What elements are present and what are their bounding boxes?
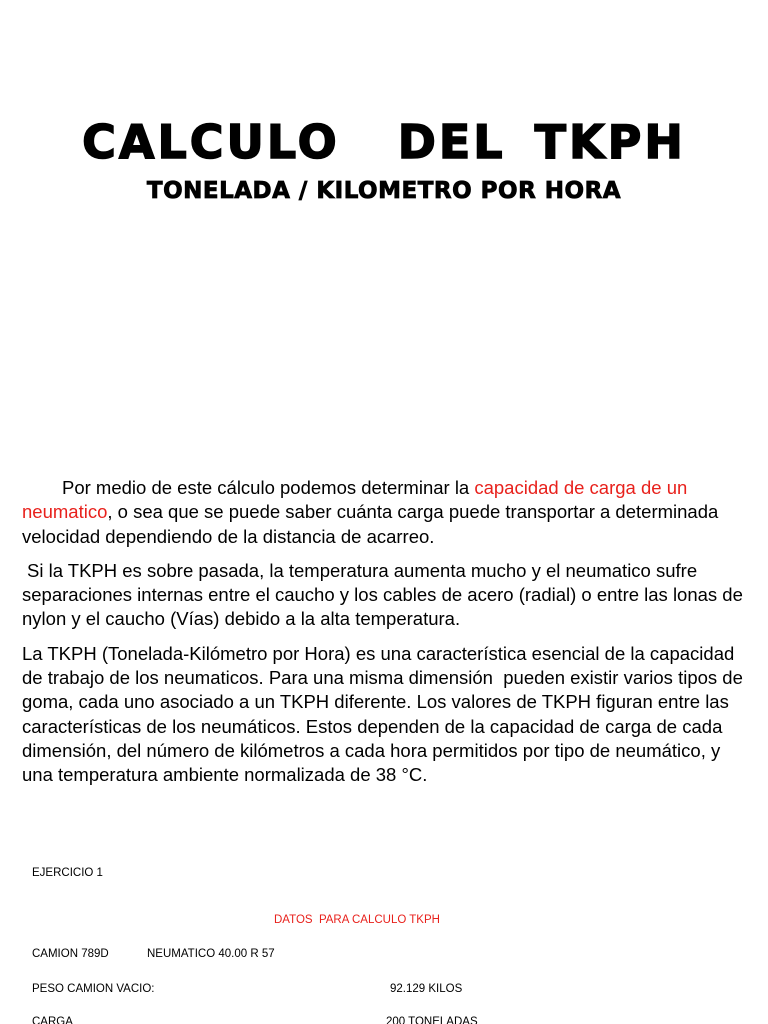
empty-weight-label: PESO CAMION VACIO: [32,983,155,995]
load-value: 200 TONELADAS [386,1016,478,1024]
paragraph-overload [22,559,746,632]
body-text [22,476,746,798]
tire-model: NEUMATICO 40.00 R 57 [147,948,275,960]
truck-model: CAMION 789D [32,948,109,960]
intro-text-after: , o sea que se puede saber cuánta carga puede transportar a determinada velocidad dependiendo de la distancia de acarreo. [22,501,719,547]
definition-text: La TKPH (Tonelada-Kilómetro por Hora) es una característica esencial de la capacidad de trabajo de los neumaticos. Para una misma dimensión pueden existir varios tipos de goma, cada uno asociado a un TKPH diferente. Los valores de TKPH figuran entre las características de los neumáticos. Estos dependen de la capacidad de carga de cada dimensión, del número de kilómetros a cada hora permitidos por tipo de neumático, y una temperatura ambiente normalizada de 38 °C. [22,642,748,786]
paragraph-definition [22,642,746,788]
load-label: CARGA [32,1016,73,1024]
intro-text-before: Por medio de este cálculo podemos determinar la [62,477,475,498]
page-subtitle: TONELADA / KILOMETRO POR HORA [146,178,622,204]
paragraph-intro [22,476,746,549]
exercise-label: EJERCICIO 1 [32,867,103,879]
empty-weight-value: 92.129 KILOS [390,983,463,995]
overload-text: Si la TKPH es sobre pasada, la temperatura aumenta mucho y el neumatico sufre separaciones internas entre el caucho y los cables de acero (radial) o entre las lonas de nylon y el caucho (Vías) debido a la alta temperatura. [22,559,743,630]
data-title: DATOS PARA CALCULO TKPH [274,914,440,926]
intro-highlight: capacidad de carga de un neumatico [22,477,688,523]
page-title: CALCULO DEL TKPH [82,115,686,169]
